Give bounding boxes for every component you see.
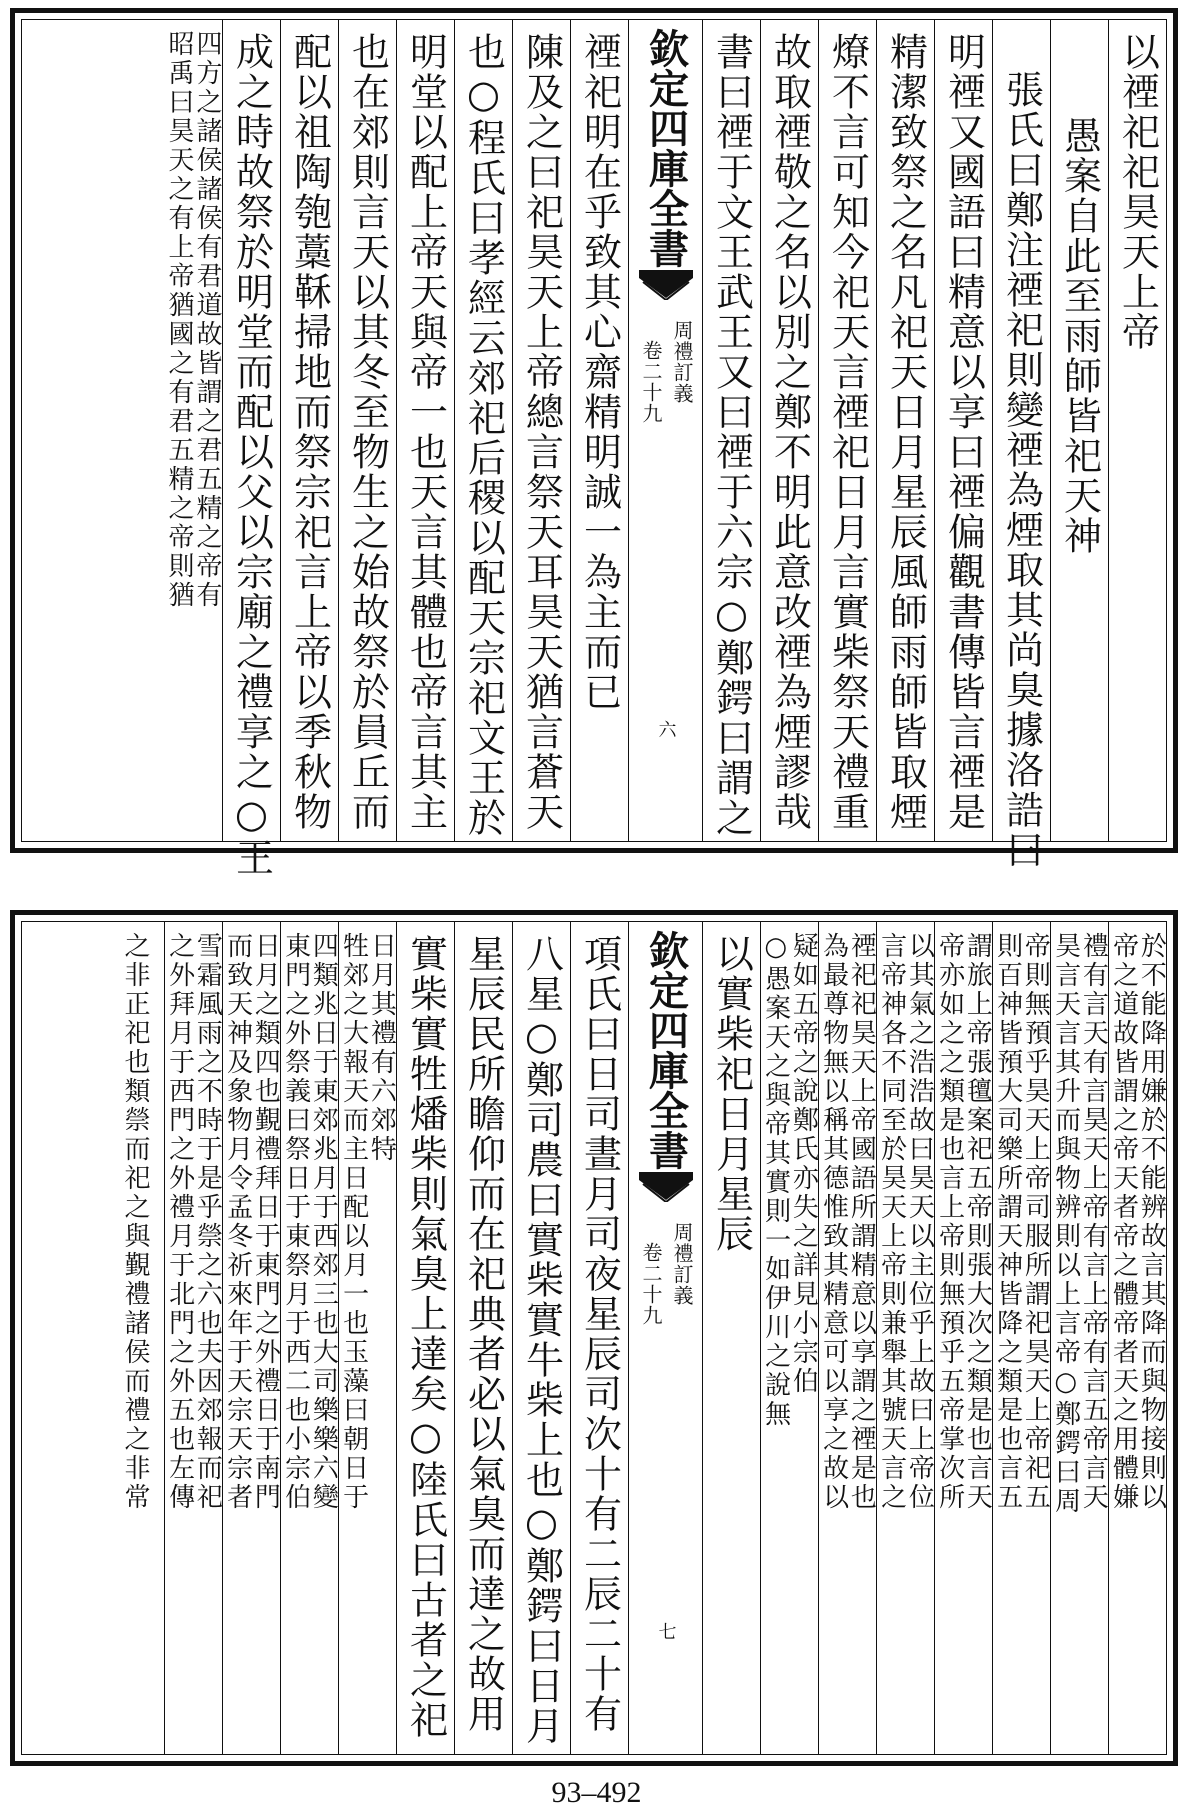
text-line: 書曰禋于文王武王又曰禋于六宗○鄭鍔曰謂之 [709, 32, 754, 838]
commentary-column [164, 20, 222, 841]
text-column [512, 20, 570, 841]
commentary-line: 而致天神及象物月令孟冬祈來年于天宗天宗者 [222, 932, 253, 1512]
text-column [818, 20, 876, 841]
text-column [702, 922, 760, 1754]
commentary-column [934, 922, 992, 1754]
folio-number: 七 [655, 1622, 677, 1642]
text-line: 明禋又國語曰精意以享曰禋偏觀書傳皆言禋是 [941, 32, 986, 832]
text-line: 以實柴祀日月星辰 [709, 934, 754, 1254]
text-line: 也在郊則言天以其冬至物生之始故祭於員丘而 [345, 32, 390, 832]
commentary-column [164, 922, 222, 1754]
text-column [222, 20, 280, 878]
commentary-column [106, 922, 164, 1754]
fishtail-mark-icon [639, 1172, 693, 1202]
commentary-line: 言帝神各不同至於昊天上帝則兼舉其號天言之 [876, 932, 907, 1512]
commentary-line: 日月之類四也覲禮拜日于東門之外禮日于南門 [250, 932, 281, 1512]
commentary-column [876, 922, 934, 1754]
text-column [876, 20, 934, 841]
commentary-line: 以其氣之浩浩故曰昊天以主位乎上故曰上帝位 [904, 932, 935, 1512]
text-line: 八星○鄭司農曰實柴實牛柴上也○鄭鍔曰日月 [519, 934, 564, 1746]
text-line: 張氏曰鄭注禋祀則變禋為煙取其尚臭據洛誥曰 [999, 70, 1044, 870]
text-column [1108, 20, 1166, 841]
collection-title: 欽定四庫全書 [642, 930, 690, 1170]
commentary-line: 謂旅上帝張氊案祀五帝則張大次之類是也言天 [962, 932, 993, 1512]
lower-page-columns [22, 922, 1166, 1754]
text-column [992, 20, 1050, 870]
commentary-column [1108, 922, 1166, 1754]
text-line: 愚案自此至雨師皆祀天神 [1057, 116, 1102, 556]
commentary-line: 則百神皆預大司樂所謂天神皆降之類是也言五 [992, 932, 1023, 1512]
text-column [396, 922, 454, 1754]
text-column [570, 922, 628, 1754]
text-column [760, 20, 818, 841]
collection-title: 欽定四庫全書 [642, 28, 690, 268]
center-strip [628, 20, 702, 841]
commentary-line: 帝亦如之之類是也言上帝則無預乎五帝掌次所 [934, 932, 965, 1512]
text-line: 實柴實牲燔柴則氣臭上達矣○陸氏曰古者之祀 [403, 934, 448, 1740]
text-line: 成之時故祭於明堂而配以父以宗廟之禮享之○王 [229, 32, 274, 878]
text-line: 配以祖陶匏藁鞂掃地而祭宗祀言上帝以季秋物 [287, 32, 332, 832]
commentary-line: 昭禹曰昊天之有上帝猶國之有君五精之帝則猶 [164, 30, 194, 610]
fishtail-mark-icon [639, 270, 693, 300]
commentary-line: 帝之道故皆謂之帝天者帝之體帝者天之用體嫌 [1108, 932, 1139, 1512]
text-line: 陳及之曰祀昊天上帝總言祭天耳昊天猶言蒼天 [519, 32, 564, 832]
text-line: 以禋祀祀昊天上帝 [1115, 32, 1160, 352]
book-title: 周禮訂義 [670, 320, 694, 404]
book-title: 周禮訂義 [670, 1222, 694, 1306]
commentary-column [760, 922, 818, 1754]
commentary-line: 帝則無預乎昊天上帝司服所謂祀昊天上帝祀五 [1020, 932, 1051, 1512]
commentary-line: 之非正祀也類禜而祀之與覲禮諸侯而禮之非常 [120, 932, 150, 1512]
text-column [454, 20, 512, 841]
commentary-line: 禋祀祀昊天上帝國語所謂精意以享謂之禋是也 [846, 932, 877, 1512]
text-line: 燎不言可知今祀天言禋祀日月言實柴祭天禮重 [825, 32, 870, 832]
text-column [396, 20, 454, 841]
text-column [934, 20, 992, 841]
folio-number: 六 [655, 720, 677, 740]
commentary-line: 為最尊物無以稱其德惟致其精意可以享之故以 [818, 932, 849, 1512]
text-column [280, 20, 338, 841]
upper-page-columns [22, 20, 1166, 878]
commentary-column [1050, 922, 1108, 1754]
upper-page [10, 8, 1178, 878]
juan-number: 卷二十九 [639, 340, 663, 424]
commentary-line: 日月其禮有六郊特 [366, 932, 397, 1164]
commentary-column [222, 922, 280, 1754]
commentary-line: 東門之外祭義曰祭日于東祭月于西二也小宗伯 [280, 932, 311, 1512]
text-line: 禋祀明在乎致其心齋精明誠一為主而已 [577, 32, 622, 712]
text-line: 星辰民所瞻仰而在祀典者必以氣臭而達之故用 [461, 934, 506, 1734]
commentary-line: 四類兆日于東郊兆月于西郊三也大司樂樂六變 [308, 932, 339, 1512]
commentary-line: 雪霜風雨之不時于是乎禜之六也夫因郊報而祀 [192, 932, 223, 1512]
text-column [1050, 20, 1108, 841]
text-line: 明堂以配上帝天與帝一也天言其體也帝言其主 [403, 32, 448, 832]
commentary-column [338, 922, 396, 1754]
text-line: 精潔致祭之名凡祀天日月星辰風師雨師皆取煙 [883, 32, 928, 832]
commentary-line: 四方之諸侯諸侯有君道故皆謂之君五精之帝有 [192, 30, 222, 610]
commentary-column [992, 922, 1050, 1754]
text-column [702, 20, 760, 841]
commentary-line: 昊言天言其升而與物辨則以上言帝○鄭鍔曰周 [1050, 932, 1081, 1516]
text-column [512, 922, 570, 1754]
text-line: 項氏曰日司晝月司夜星辰司次十有二辰二十有 [577, 934, 622, 1734]
commentary-line: ○愚案天之與帝其實則一如伊川之說無 [760, 932, 791, 1429]
text-column [338, 20, 396, 841]
juan-number: 卷二十九 [639, 1242, 663, 1326]
text-line: 也○程氏曰孝經云郊祀后稷以配天宗祀文王於 [461, 32, 506, 838]
commentary-column [818, 922, 876, 1754]
commentary-line: 疑如五帝之說鄭氏亦失之詳見小宗伯 [788, 932, 819, 1396]
page-number-footer: 93–492 [551, 1776, 642, 1809]
center-strip [628, 922, 702, 1754]
commentary-line: 牲郊之大報天而主日配以月一也玉藻曰朝日于 [338, 932, 369, 1512]
commentary-column [280, 922, 338, 1754]
commentary-line: 禮有言天有言昊天上帝有言上帝有言五帝言天 [1078, 932, 1109, 1512]
text-column [570, 20, 628, 841]
commentary-line: 於不能降用嫌於不能辨故言其降而與物接則以 [1136, 932, 1167, 1512]
commentary-line: 之外拜月于西門之外禮月于北門之外五也左傳 [164, 932, 195, 1512]
text-line: 故取禋敬之名以別之鄭不明此意改禋為煙謬哉 [767, 32, 812, 832]
lower-page [10, 910, 1178, 1766]
text-column [454, 922, 512, 1754]
